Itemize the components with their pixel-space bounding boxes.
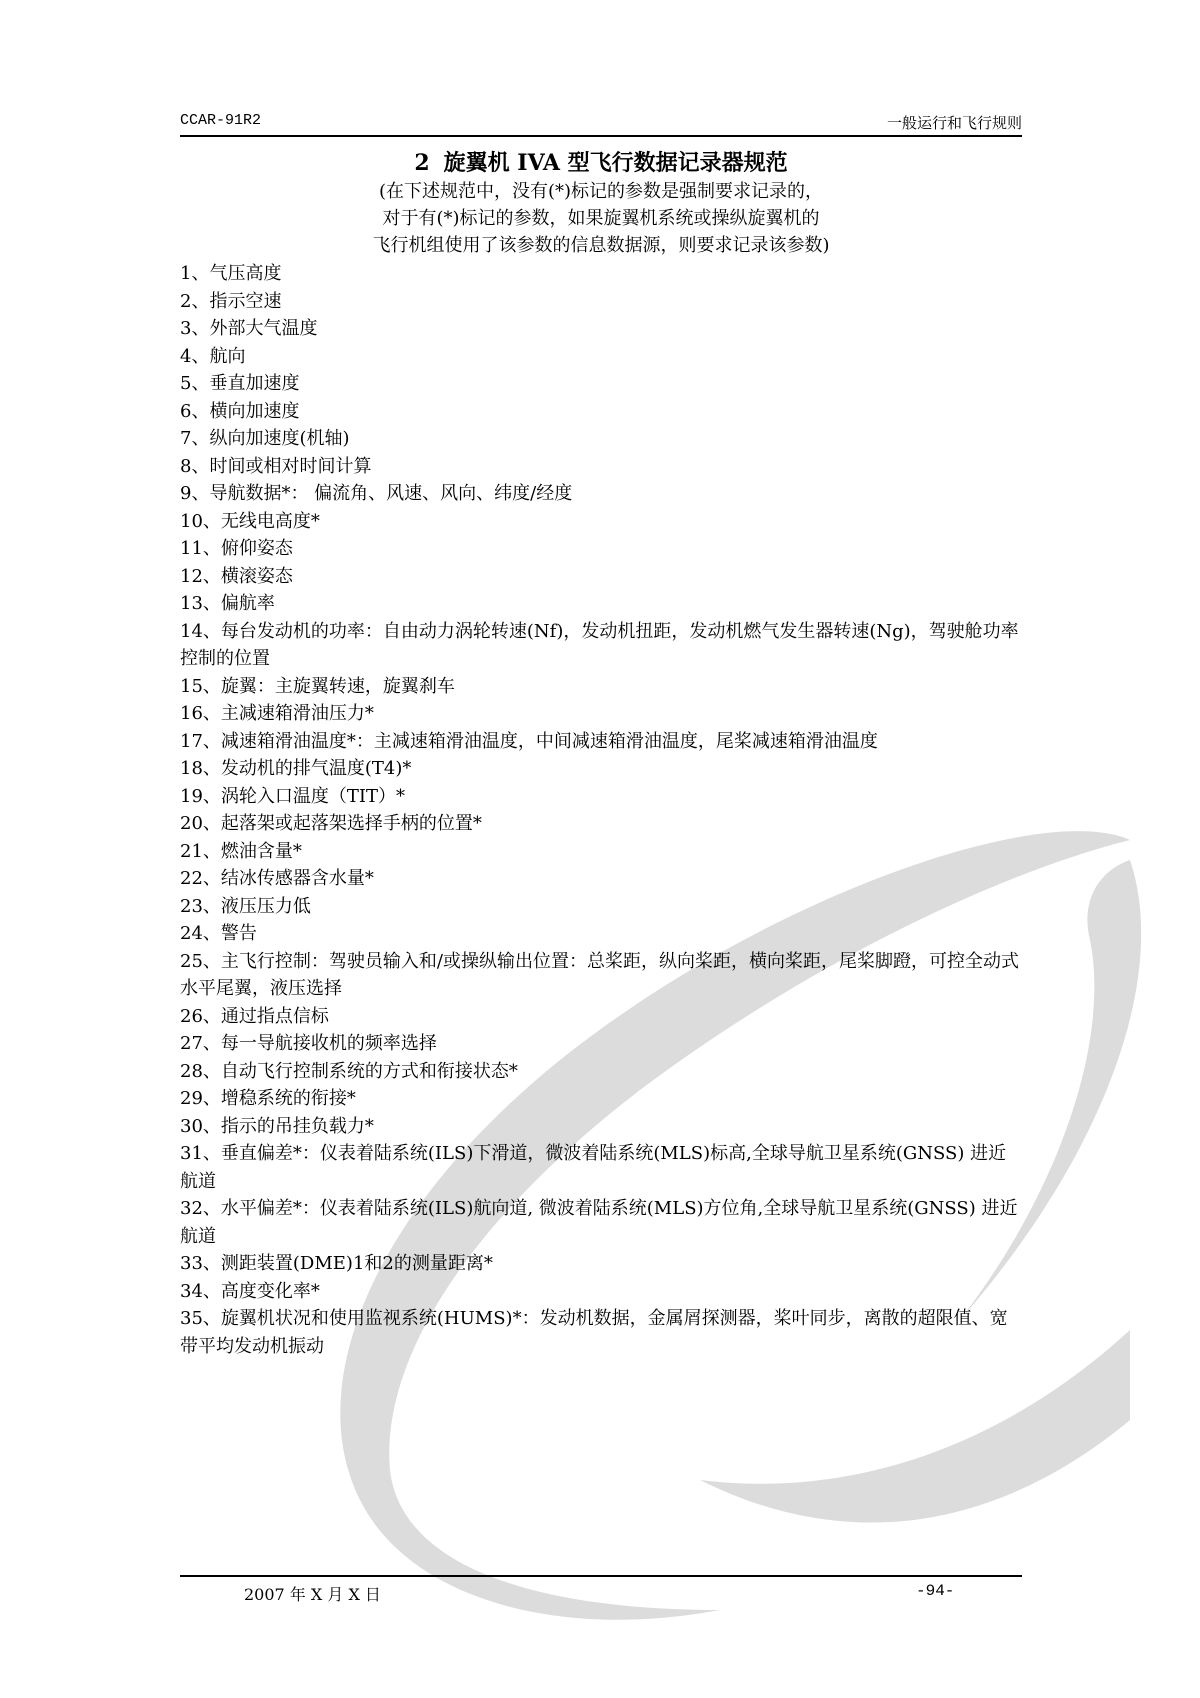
list-item: 10、无线电高度* [180, 510, 320, 532]
footer-date: 2007 年 X 月 X 日 [244, 1585, 381, 1604]
list-item: 7、纵向加速度(机轴) [180, 428, 350, 449]
list-item: 9、导航数据*： 偏流角、风速、风向、纬度/经度 [180, 483, 573, 504]
footer-rule [180, 1575, 1022, 1577]
section-note-line: 对于有(*)标记的参数，如果旋翼机系统或操纵旋翼机的 [382, 208, 820, 229]
header-doc-code: CCAR-91R2 [180, 112, 262, 129]
list-item: 29、增稳系统的衔接* [180, 1088, 356, 1109]
section-number: 2 [414, 150, 430, 176]
section-title-text: 旋翼机 IVA 型飞行数据记录器规范 [443, 150, 788, 176]
list-item: 4、航向 [180, 345, 246, 367]
list-item: 23、液压压力低 [180, 895, 311, 917]
list-item: 31、垂直偏差*：仪表着陆系统(ILS)下滑道，微波着陆系统(MLS)标高,全球导航卫星系统(GNSS) 进近航道 [180, 1143, 1007, 1192]
list-item: 11、俯仰姿态 [180, 538, 293, 559]
list-item: 24、警告 [180, 923, 257, 944]
list-item: 21、燃油含量* [180, 840, 302, 862]
list-item: 16、主减速箱滑油压力* [180, 703, 374, 724]
header-rule [180, 135, 1022, 137]
list-item: 6、横向加速度 [180, 400, 300, 422]
list-item: 25、主飞行控制：驾驶员输入和/或操纵输出位置：总桨距，纵向桨距，横向桨距，尾桨脚蹬，可控全动式水平尾翼，液压选择 [180, 950, 1019, 999]
section-title [180, 146, 1022, 177]
list-item: 15、旋翼：主旋翼转速，旋翼刹车 [180, 675, 455, 697]
page-footer [180, 1580, 1022, 1606]
list-item: 13、偏航率 [180, 593, 275, 614]
parameter-list [180, 260, 1022, 1360]
list-item: 17、减速箱滑油温度*：主减速箱滑油温度，中间减速箱滑油温度，尾桨减速箱滑油温度 [180, 730, 878, 752]
list-item: 22、结冰传感器含水量* [180, 868, 374, 889]
section-note-line: 飞行机组使用了该参数的信息数据源，则要求记录该参数) [372, 235, 830, 256]
list-item: 19、涡轮入口温度（TIT）* [180, 785, 406, 807]
list-item: 30、指示的吊挂负载力* [180, 1115, 374, 1137]
list-item: 5、垂直加速度 [180, 373, 300, 394]
list-item: 34、高度变化率* [180, 1280, 320, 1302]
page-header [180, 108, 1022, 132]
section-note-line: (在下述规范中，没有(*)标记的参数是强制要求记录的， [378, 181, 824, 202]
list-item: 12、横滚姿态 [180, 565, 293, 587]
header-doc-title: 一般运行和飞行规则 [886, 114, 1022, 132]
list-item: 35、旋翼机状况和使用监视系统(HUMS)*：发动机数据，金属屑探测器，桨叶同步，离散的超限值、宽带平均发动机振动 [180, 1308, 1008, 1357]
list-item: 32、水平偏差*：仪表着陆系统(ILS)航向道, 微波着陆系统(MLS)方位角,全球导航卫星系统(GNSS) 进近航道 [180, 1198, 1018, 1247]
list-item: 1、气压高度 [180, 263, 282, 284]
page-number: -94- [916, 1582, 955, 1600]
list-item: 2、指示空速 [180, 290, 282, 312]
list-item: 26、通过指点信标 [180, 1005, 329, 1027]
section-note [180, 178, 1022, 259]
list-item: 14、每台发动机的功率：自由动力涡轮转速(Nf)，发动机扭距，发动机燃气发生器转速(Ng)，驾驶舱功率控制的位置 [180, 620, 1019, 669]
list-item: 28、自动飞行控制系统的方式和衔接状态* [180, 1060, 518, 1082]
list-item: 3、外部大气温度 [180, 318, 318, 339]
list-item: 20、起落架或起落架选择手柄的位置* [180, 813, 482, 834]
list-item: 8、时间或相对时间计算 [180, 455, 372, 477]
list-item: 27、每一导航接收机的频率选择 [180, 1033, 437, 1054]
list-item: 18、发动机的排气温度(T4)* [180, 758, 412, 779]
list-item: 33、测距装置(DME)1和2的测量距离* [180, 1253, 493, 1274]
